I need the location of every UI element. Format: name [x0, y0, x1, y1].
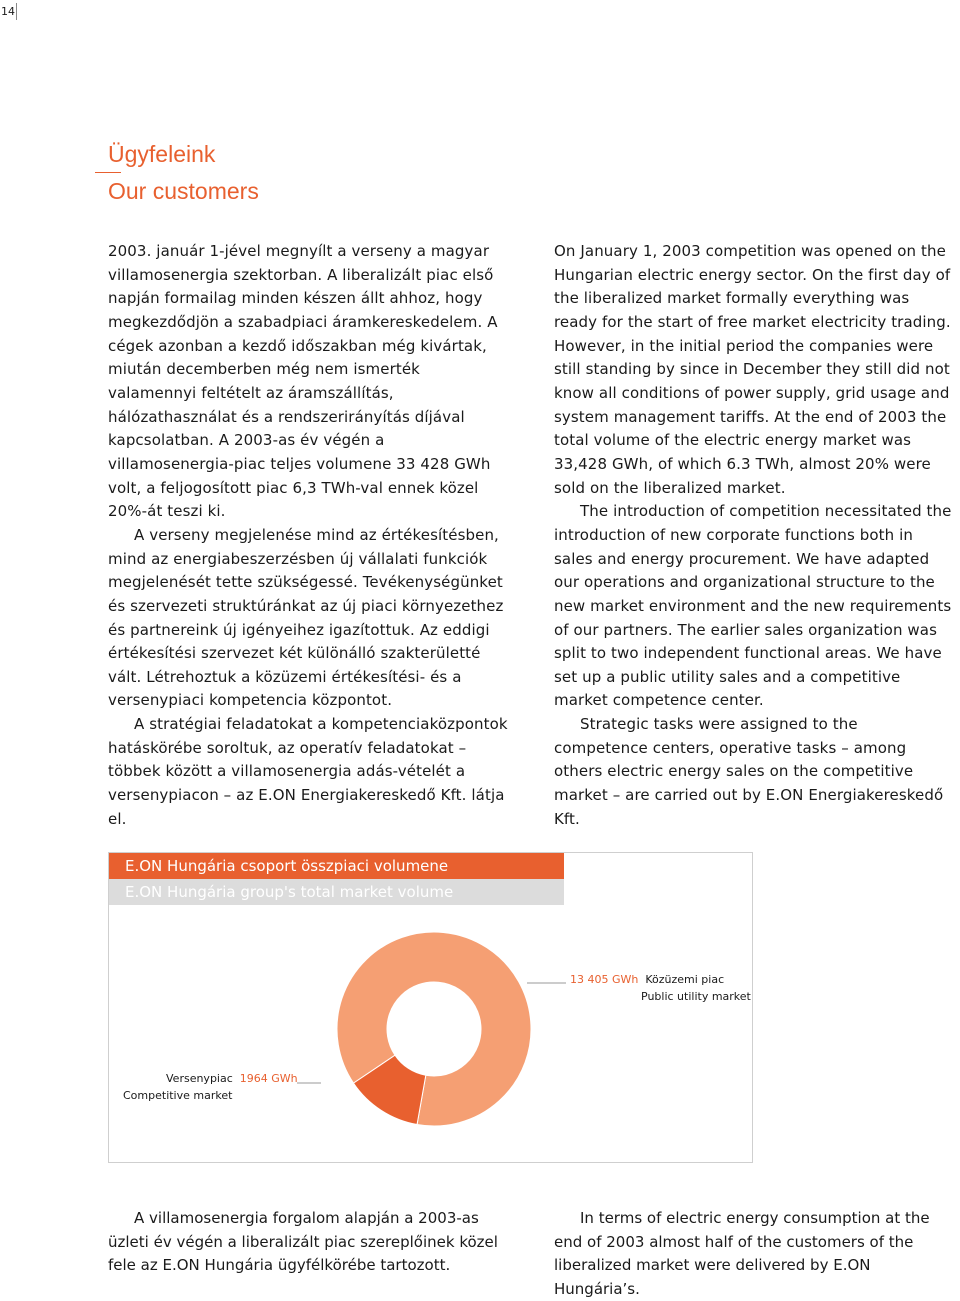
- body-column-en: [554, 240, 956, 831]
- paragraph: A verseny megjelenése mind az értékesítésben, mind az energiabeszerzésben új vállalati funkciók megjelenését tette szükségessé. Tevékenységünket és szervezeti struktúránkat az új piaci környezethez és partnereink új igényeihez igazítottuk. Az eddigi értékesítési szervezet két különálló szakterületté vált. Létrehoztuk a közüzemi értékesítési- és a versenypiaci kompetencia központot.: [108, 525, 504, 710]
- paragraph: The introduction of competition necessitated the introduction of new corporate functions both in sales and energy procurement. We have adapted our operations and organizational structure to the new market environment and the new requirements of our partners. The earlier sales organization was split to two independent functional areas. We have set up a public utility sales and a competitive market competence center.: [554, 502, 952, 710]
- public-utility-name-hu: Közüzemi piac: [645, 973, 725, 986]
- summary-paragraph: In terms of electric energy consumption at the end of 2003 almost half of the customers of the liberalized market were delivered by E.ON Hungária’s.: [554, 1209, 930, 1298]
- paragraph: A stratégiai feladatokat a kompetenciaközpontok hatáskörébe soroltuk, az operatív feladatokat – többek között a villamosenergia adás-vételét a versenypiacon – az E.ON Energiakereskedő Kft. látja el.: [108, 715, 508, 828]
- summary-hu: [108, 1207, 518, 1278]
- page-title-hu: Ügyfeleink: [108, 141, 216, 167]
- public-utility-value: 13 405 GWh: [570, 973, 639, 986]
- body-column-hu: [108, 240, 508, 831]
- chart-title: E.ON Hungária csoport összpiaci volumene: [109, 853, 564, 879]
- competitive-name-hu: Versenypiac: [166, 1072, 233, 1085]
- paragraph: Strategic tasks were assigned to the competence centers, operative tasks – among others electric energy sales on the competitive market – are carried out by E.ON Energiakereskedő Kft.: [554, 715, 944, 828]
- public-utility-label: [570, 972, 724, 988]
- page-title-en: Our customers: [108, 178, 259, 204]
- summary-paragraph: A villamosenergia forgalom alapján a 2003-as üzleti év végén a liberalizált piac szereplőinek közel fele az E.ON Hungária ügyfélkörébe tartozott.: [108, 1209, 498, 1274]
- market-volume-chart: [108, 852, 753, 1163]
- summary-en: [554, 1207, 958, 1301]
- public-utility-name-en: Public utility market: [641, 990, 751, 1003]
- title-divider: [95, 172, 121, 173]
- page-number: 14: [1, 5, 15, 18]
- paragraph: 2003. január 1-jével megnyílt a verseny a magyar villamosenergia szektorban. A liberalizált piac első napján formailag minden készen állt ahhoz, hogy megkezdődjön a szabadpiaci áramkereskedelem. A cégek azonban a kezdő időszakban még kivártak, miután decemberben még nem ismerték valamennyi feltételt az áramszállítás, hálózathasználat és a rendszerirányítás díjával kapcsolatban. A 2003-as év végén a villamosenergia-piac teljes volumene 33 428 GWh volt, a feljogosított piac 6,3 TWh-val ennek közel 20%-át teszi ki.: [108, 242, 498, 521]
- paragraph: On January 1, 2003 competition was opened on the Hungarian electric energy sector. On the first day of the liberalized market formally everything was ready for the start of free market electricity trading. However, in the initial period the companies were still standing by since in December they still did not know all conditions of power supply, grid usage and system management tariffs. At the end of 2003 the total volume of the electric energy market was 33,428 GWh, of which 6.3 TWh, almost 20% were sold on the liberalized market.: [554, 242, 951, 497]
- competitive-value: 1964 GWh: [239, 1072, 298, 1085]
- competitive-name-en: Competitive market: [123, 1089, 233, 1102]
- competitive-label: [166, 1071, 298, 1087]
- chart-subtitle: E.ON Hungária group's total market volume: [109, 879, 564, 905]
- donut-chart-svg: [109, 853, 754, 1164]
